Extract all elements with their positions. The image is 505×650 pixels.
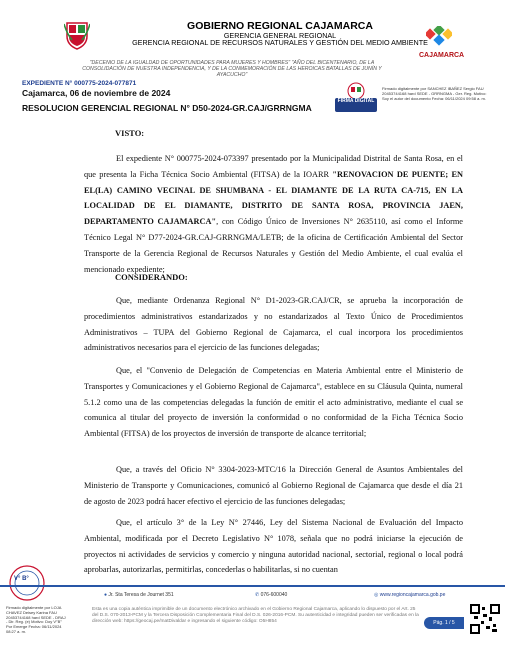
visto-heading: VISTO: (115, 128, 145, 138)
digital-signature-badge (335, 98, 377, 112)
brand-text: CAJAMARCA (419, 52, 465, 59)
phone-text: 076-600040 (260, 592, 288, 598)
paragraph-1: Que, mediante Ordenanza Regional N° D1-2023-GR.CAJ/CR, se aprueba la incorporación de procedimientos administrativos estandarizados y no estandarizados al Texto Único de Procedimientos Administrativos – TUPA del Gobierno Regional de Cajamarca, el cual incorpora los procedimientos administrativos necesarios para el ejercicio de las funciones delegadas; (84, 296, 463, 353)
footer-divider (0, 585, 505, 587)
paragraph-2: Que, el "Convenio de Delegación de Competencias en Materia Ambiental entre el Ministerio de Transportes y Comunicaciones y el Gobierno Regional de Cajamarca", establece en su Cláusula Quinta, numeral 5.1.2 como una de las competencias delegadas la función de emitir el acto administrativo, mediante el cual se comunica al titular del proyecto de inversión la conformidad o no conformidad de la Ficha Técnica Socio Ambiental (FITSA) de los proyectos de inversión de transporte de alcance territorial; (84, 366, 463, 439)
footer-web[interactable] (374, 592, 445, 598)
globe-icon: ◎ (374, 592, 379, 598)
phone-icon: ✆ (255, 592, 260, 598)
document-date: Cajamarca, 06 de noviembre de 2024 (22, 88, 171, 98)
cajamarca-logo-icon (426, 26, 452, 46)
expediente-number: EXPEDIENTE N° 000775-2024-077871 (22, 80, 137, 87)
footer-phone (255, 592, 287, 598)
authenticity-notice: Esta es una copia auténtica imprimible de un documento electrónico archivado en el Gobierno Regional Cajamarca, aplicando lo dispuesto por el Art. 25 del D.S. 070-2013-PCM y la Tercera Disposición Complementaria Final del D.S. 026-2016-PCM. Su autenticidad e integridad pueden ser verificadas en la dirección web: https://geocaj.pe/matDivaldar e ingresando el siguiente código: O5H854 (92, 607, 419, 624)
institution-title: GOBIERNO REGIONAL CAJAMARCA (187, 20, 373, 32)
page-indicator: Pág. 1 / 5 (424, 617, 464, 629)
visto-bueno-seal-icon (8, 564, 46, 602)
general-management: GERENCIA GENERAL REGIONAL (223, 31, 337, 40)
cajamarca-logo (419, 26, 465, 59)
visto-bueno-label: V° B° (14, 576, 29, 582)
footer-address (104, 592, 174, 598)
location-icon: ● (104, 592, 108, 598)
peru-coat-of-arms-icon (64, 20, 90, 50)
qr-code-icon (470, 604, 500, 634)
resolution-number: RESOLUCION GERENCIAL REGIONAL N° D50-2024-GR.CAJ/GRRNGMA (22, 103, 312, 113)
regional-management: GERENCIA REGIONAL DE RECURSOS NATURALES Y GESTIÓN DEL MEDIO AMBIENTE (132, 38, 428, 47)
web-link[interactable]: www.regioncajamarca.gob.pe (379, 592, 446, 598)
left-signature-info: Firmado digitalmente por LOJA CHAVEZ Deisey Karina FAU 20453744168 hard SEDE - DRAJ - Dir. Reg. (e) Motivo: Doy V°B° Por Emerge Fecha: 06/11/2024 08:27 a. m. (6, 605, 66, 634)
visto-text-a: El expediente N° 000775-2024-073397 presentado por la Municipalidad Distrital de Santa Rosa, en el que presenta la Ficha Técnica Socio Ambiental (FITSA) de la IOARR (84, 154, 463, 179)
paragraph-4: Que, el artículo 3° de la Ley N° 27446, Ley del Sistema Nacional de Evaluación del Impacto Ambiental, modificada por el Decreto Legislativo N° 1078, señala que no podrá iniciarse la ejecución de proyectos ni actividades de servicios y comercio y ninguna autoridad nacional, sectorial, regional o local podrá aprobarlas, autorizarlas, permitirlas, concederlas o habilitarlas, si no cuentan (84, 518, 463, 575)
digital-signature-label: FIRMA DIGITAL (337, 98, 375, 104)
signature-info: Firmado digitalmente por SANCHEZ IBAÑEZ Sergio FAU 20453744168 hard SEDE - GRRNGMA - Ger. Reg. Motivo: Soy el autor del documento Fecha: 06/11/2024 09:58 a. m. (382, 86, 487, 101)
visto-text-b: , con Código Único de Inversiones N° 2635110, así como el Informe Técnico Legal N° D77-2024-GR.CAJ-GRRNGMA/LETB; de la oficina de Certificación Ambiental del Sector Transporte de la Gerencia Regional de Recursos Naturales y Gestión del Medio Ambiente, el cual evalúa el mencionado expediente; (84, 217, 463, 274)
paragraph-3: Que, a través del Oficio N° 3304-2023-MTC/16 la Dirección General de Asuntos Ambientales del Ministerio de Transporte y Comunicaciones, comunicó al Gobierno Regional de Cajamarca que desde el día 21 de agosto de 2023 podrá hacer efectivo el ejercicio de las funciones delegadas; (84, 465, 463, 506)
address-text: Jr. Sta Teresa de Journet 351 (108, 592, 174, 598)
considerando-heading: CONSIDERANDO: (115, 272, 188, 282)
decenio-text: "DECENIO DE LA IGUALDAD DE OPORTUNIDADES PARA MUJERES Y HOMBRES" "AÑO DEL BICENTENARIO, DE LA CONSOLIDACIÓN DE NUESTRA INDEPENDENCIA, Y DE LA CONMEMORACIÓN DE LAS HEROICAS BATALLAS DE JUNÍN Y AYACUCHO" (82, 60, 382, 78)
visto-project-name: "RENOVACION DE PUENTE; EN EL(LA) CAMINO VECINAL DE SHUMBANA - EL DIAMANTE DE LA RUTA CA-715, EN LA LOCALIDAD DE EL DIAMANTE, DISTRITO DE SANTA ROSA, PROVINCIA JAEN, DEPARTAMENTO CAJAMARCA" (84, 169, 463, 227)
visto-paragraph (84, 151, 463, 277)
